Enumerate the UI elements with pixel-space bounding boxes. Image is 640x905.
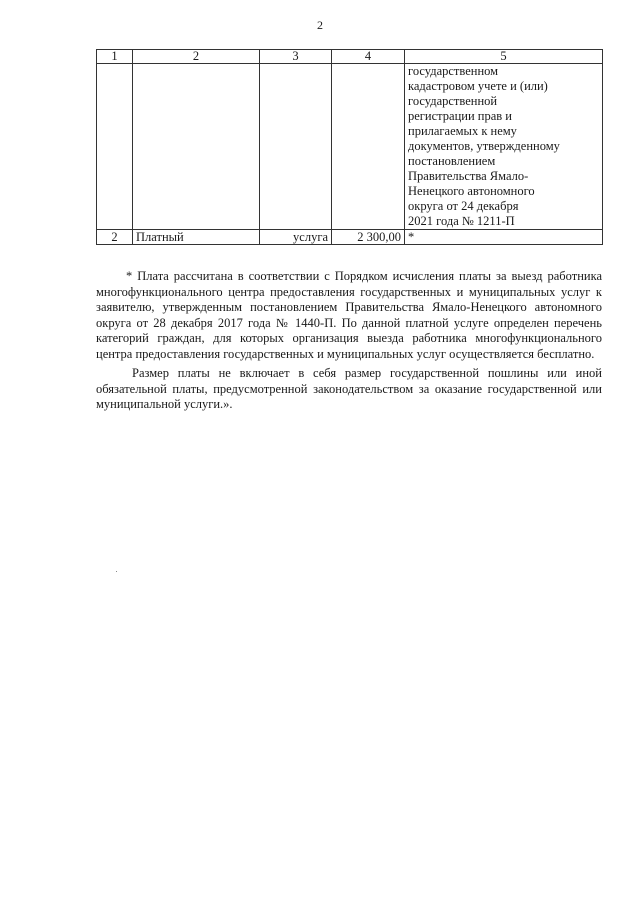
- column-header-4: 4: [332, 50, 405, 64]
- table-header-row: [97, 50, 603, 64]
- cell-line: округа от 24 декабря: [408, 199, 519, 213]
- scan-speck: [116, 571, 117, 572]
- cell-line: прилагаемых к нему: [408, 124, 517, 138]
- cell-line: государственном: [408, 64, 499, 78]
- row2-number: 2: [97, 230, 133, 245]
- row1-cell-3: [260, 64, 332, 230]
- column-header-2: 2: [133, 50, 260, 64]
- table-row: [97, 230, 603, 245]
- services-table: [96, 49, 603, 245]
- column-header-3: 3: [260, 50, 332, 64]
- cell-line: документов, утвержденному: [408, 139, 560, 153]
- table-row: [97, 64, 603, 230]
- cell-line: кадастровом учете и (или): [408, 79, 548, 93]
- footnote-paragraph-2: Размер платы не включает в себя размер государственной пошлины или иной обязательной платы, предусмотренной законодательством за оказание государственной или муниципальной услуги.».: [96, 366, 602, 411]
- row1-cell-2: [133, 64, 260, 230]
- column-header-5: 5: [405, 50, 603, 64]
- row2-name: Платный: [133, 230, 260, 245]
- cell-line: Ненецкого автономного: [408, 184, 535, 198]
- row2-note: *: [405, 230, 603, 245]
- cell-line: Правительства Ямало-: [408, 169, 529, 183]
- row1-cell-1: [97, 64, 133, 230]
- footnotes: [96, 269, 602, 417]
- cell-line: 2021 года № 1211-П: [408, 214, 515, 228]
- cell-line: регистрации прав и: [408, 109, 512, 123]
- column-header-1: 1: [97, 50, 133, 64]
- row2-unit: услуга: [260, 230, 332, 245]
- footnote-paragraph-1: * Плата рассчитана в соответствии с Порядком исчисления платы за выезд работника многофункционального центра предоставления государственных и муниципальных услуг к заявителю, утвержденным постановлением Правительства Ямало-Ненецкого автономного округа от 28 декабря 2017 года № 1440-П. По данной платной услуге определен перечень категорий граждан, для которых организация выезда работника многофункционального центра предоставления государственных и муниципальных услуг осуществляется бесплатно.: [96, 269, 602, 361]
- row1-cell-4: [332, 64, 405, 230]
- page-number: 2: [317, 18, 323, 32]
- row1-cell-5: [405, 64, 603, 230]
- cell-line: постановлением: [408, 154, 496, 168]
- cell-line: государственной: [408, 94, 498, 108]
- row2-price: 2 300,00: [332, 230, 405, 245]
